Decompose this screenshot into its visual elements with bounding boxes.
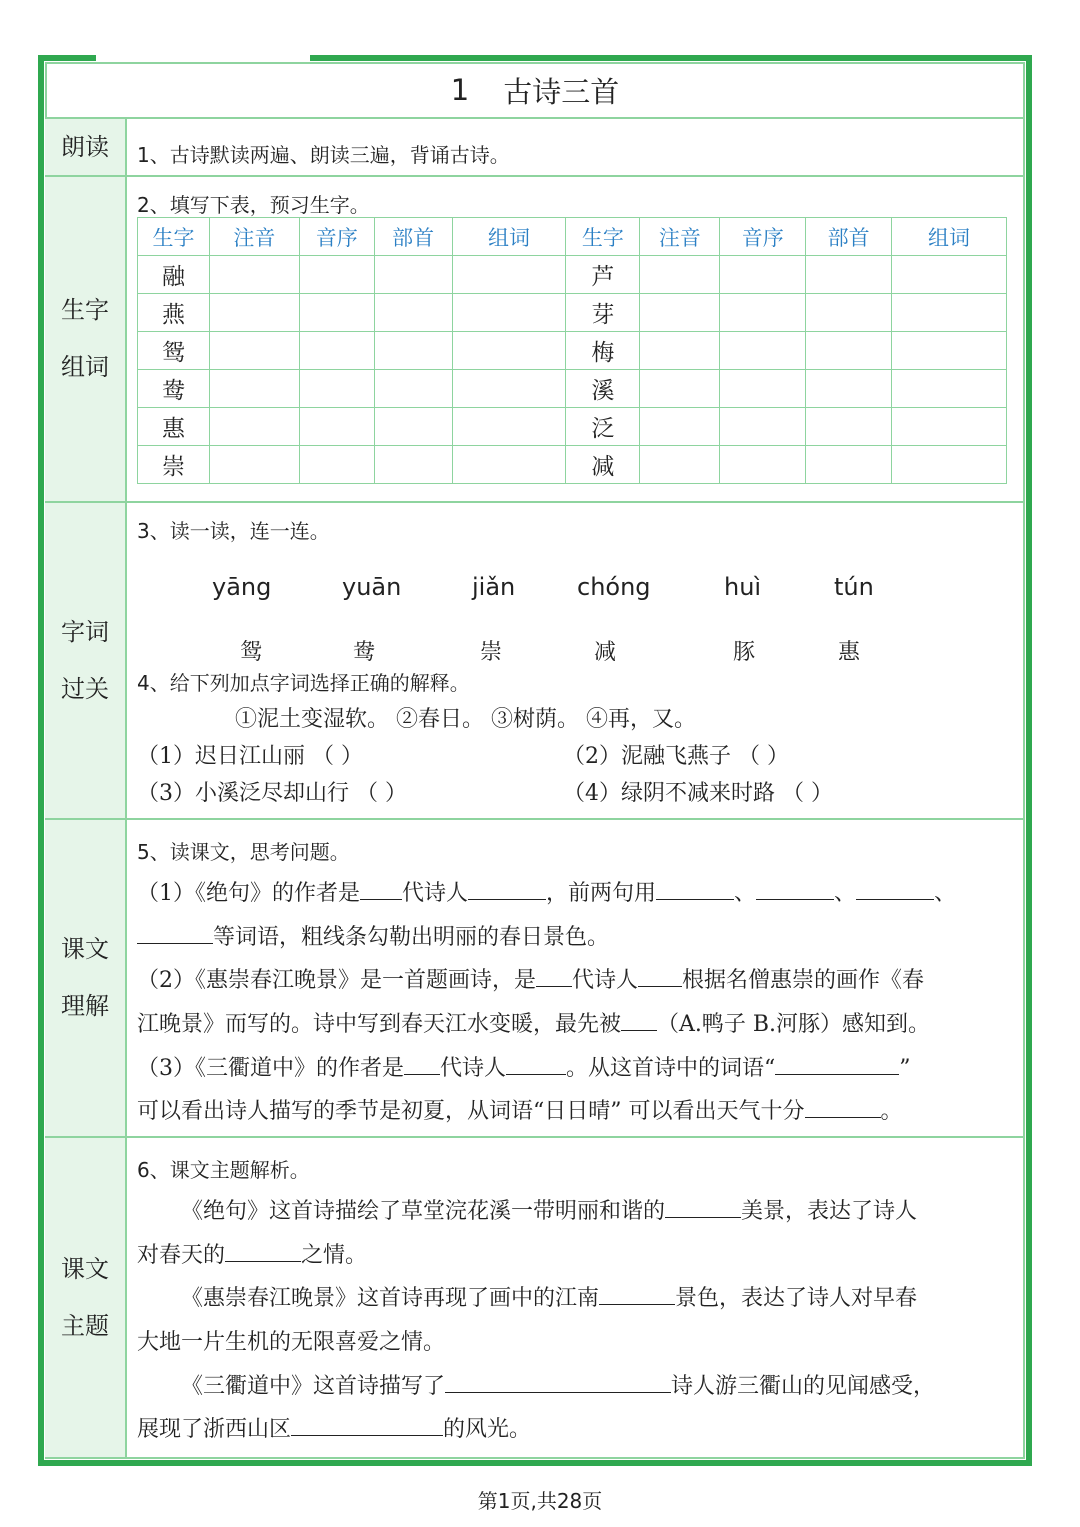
char-cell: 鸳 xyxy=(138,332,210,370)
blank-cell[interactable] xyxy=(720,446,806,484)
blank-cell[interactable] xyxy=(806,370,892,408)
answer-blank[interactable] xyxy=(506,1054,566,1075)
table-row xyxy=(138,408,1007,446)
header-cell: 音序 xyxy=(720,218,806,256)
blank-cell[interactable] xyxy=(452,370,566,408)
text-segment: （3）《三衢道中》的作者是 xyxy=(137,1056,404,1081)
blank-cell[interactable] xyxy=(374,332,452,370)
blank-cell[interactable] xyxy=(806,446,892,484)
blank-cell[interactable] xyxy=(374,370,452,408)
pinyin-item[interactable]: tún xyxy=(834,573,874,601)
char-cell: 芦 xyxy=(566,256,640,294)
text-segment: 的风光。 xyxy=(443,1417,532,1442)
char-item[interactable]: 豚 xyxy=(733,640,756,665)
page-footer: 第1页,共28页 xyxy=(477,1489,603,1513)
header-cell: 音序 xyxy=(299,218,374,256)
char-item[interactable]: 减 xyxy=(594,640,617,665)
blank-cell[interactable] xyxy=(452,446,566,484)
answer-blank[interactable] xyxy=(775,1054,899,1075)
blank-cell[interactable] xyxy=(452,332,566,370)
answer-blank[interactable] xyxy=(137,923,213,944)
blank-cell[interactable] xyxy=(892,408,1007,446)
blank-cell[interactable] xyxy=(892,370,1007,408)
text-segment: 、 xyxy=(934,881,957,906)
q5-line-3 xyxy=(137,963,924,994)
blank-cell[interactable] xyxy=(806,408,892,446)
q5-line-2 xyxy=(137,920,609,951)
header-cell: 组词 xyxy=(892,218,1007,256)
table-row xyxy=(138,256,1007,294)
pinyin-item[interactable]: yāng xyxy=(212,573,272,601)
blank-cell[interactable] xyxy=(209,294,299,332)
blank-cell[interactable] xyxy=(374,294,452,332)
reading-label xyxy=(45,119,127,175)
blank-cell[interactable] xyxy=(640,446,720,484)
blank-cell[interactable] xyxy=(640,332,720,370)
header-cell: 部首 xyxy=(806,218,892,256)
blank-cell[interactable] xyxy=(640,408,720,446)
char-cell: 芽 xyxy=(566,294,640,332)
header-cell: 生字 xyxy=(138,218,210,256)
text-segment: 江晚景》而写的。诗中写到春天江水变暖，最先被 xyxy=(137,1012,622,1037)
theme-line-1 xyxy=(181,1194,917,1225)
question-6: 6、课文主题解析。 xyxy=(137,1158,310,1182)
text-segment: 代诗人 xyxy=(572,968,639,993)
question-3: 3、读一读，连一连。 xyxy=(137,519,330,543)
answer-blank[interactable] xyxy=(360,879,402,900)
text-segment: 代诗人 xyxy=(402,881,469,906)
text-segment: 景色，表达了诗人对早春 xyxy=(675,1286,918,1311)
text-segment: 、 xyxy=(834,881,857,906)
blank-cell[interactable] xyxy=(299,294,374,332)
blank-cell[interactable] xyxy=(806,332,892,370)
blank-cell[interactable] xyxy=(209,332,299,370)
answer-blank[interactable] xyxy=(445,1372,671,1393)
blank-cell[interactable] xyxy=(209,446,299,484)
q5-line-6 xyxy=(137,1094,903,1125)
text-segment: 等词语，粗线条勾勒出明丽的春日景色。 xyxy=(213,925,610,950)
blank-cell[interactable] xyxy=(640,294,720,332)
q5-line-1 xyxy=(137,876,956,907)
char-cell: 泛 xyxy=(566,408,640,446)
comprehension-label xyxy=(45,820,127,1136)
theme-line-5 xyxy=(181,1369,935,1400)
answer-blank[interactable] xyxy=(468,879,546,900)
text-segment: 《三衢道中》这首诗描写了 xyxy=(181,1374,446,1399)
comprehension-label-line2: 理解 xyxy=(61,992,109,1020)
answer-blank[interactable] xyxy=(756,879,834,900)
theme-label-line1: 课文 xyxy=(61,1254,109,1283)
char-item[interactable]: 惠 xyxy=(838,640,861,665)
answer-blank[interactable] xyxy=(291,1415,443,1436)
answer-blank[interactable] xyxy=(638,966,682,987)
words-label-line1: 字词 xyxy=(61,617,109,646)
blank-cell[interactable] xyxy=(806,294,892,332)
text-segment: （1）《绝句》的作者是 xyxy=(137,881,360,906)
blank-cell[interactable] xyxy=(299,256,374,294)
blank-cell[interactable] xyxy=(806,256,892,294)
answer-blank[interactable] xyxy=(225,1241,301,1262)
text-segment: 展现了浙西山区 xyxy=(137,1417,292,1442)
question-4-item-2[interactable]: （2）泥融飞燕子 （ ） xyxy=(563,744,789,769)
answer-blank[interactable] xyxy=(599,1284,675,1305)
question-4-item-3[interactable]: （3）小溪泛尽却山行 （ ） xyxy=(137,781,407,806)
reading-label-text: 朗读 xyxy=(61,132,109,161)
char-cell: 减 xyxy=(566,446,640,484)
answer-blank[interactable] xyxy=(665,1197,741,1218)
page-title xyxy=(45,62,1025,118)
pinyin-item[interactable]: yuān xyxy=(342,573,402,601)
blank-cell[interactable] xyxy=(720,408,806,446)
text-segment: 代诗人 xyxy=(440,1056,507,1081)
blank-cell[interactable] xyxy=(720,294,806,332)
blank-cell[interactable] xyxy=(892,294,1007,332)
comprehension-section xyxy=(45,818,1025,1136)
text-segment: 、 xyxy=(734,881,757,906)
vocab-header-row xyxy=(138,218,1007,256)
blank-cell[interactable] xyxy=(720,332,806,370)
blank-cell[interactable] xyxy=(299,332,374,370)
text-segment: 可以看出诗人描写的季节是初夏，从词语“日日晴” 可以看出天气十分 xyxy=(137,1099,805,1124)
vocab-label xyxy=(45,177,127,501)
blank-cell[interactable] xyxy=(720,370,806,408)
words-label xyxy=(45,503,127,818)
blank-cell[interactable] xyxy=(209,370,299,408)
char-item[interactable]: 鸳 xyxy=(240,640,263,665)
text-segment: ，前两句用 xyxy=(546,881,657,906)
blank-cell[interactable] xyxy=(299,370,374,408)
blank-cell[interactable] xyxy=(299,408,374,446)
pinyin-item[interactable]: huì xyxy=(724,573,762,601)
table-row xyxy=(138,370,1007,408)
text-segment: 。 xyxy=(880,1099,903,1124)
q5-line-4 xyxy=(137,1007,930,1038)
char-item[interactable]: 鸯 xyxy=(353,640,376,665)
blank-cell[interactable] xyxy=(892,332,1007,370)
text-segment: 之情。 xyxy=(301,1243,368,1268)
answer-blank[interactable] xyxy=(536,966,572,987)
blank-cell[interactable] xyxy=(640,370,720,408)
theme-line-6 xyxy=(137,1412,531,1443)
blank-cell[interactable] xyxy=(640,256,720,294)
blank-cell[interactable] xyxy=(452,408,566,446)
pinyin-item[interactable]: chóng xyxy=(577,573,651,601)
blank-cell[interactable] xyxy=(452,256,566,294)
question-4-item-1[interactable]: （1）迟日江山丽 （ ） xyxy=(137,744,363,769)
blank-cell[interactable] xyxy=(892,446,1007,484)
theme-label-line2: 主题 xyxy=(61,1311,109,1340)
text-segment: （2）《惠崇春江晚景》是一首题画诗，是 xyxy=(137,968,536,993)
comprehension-label-line1: 课文 xyxy=(61,935,109,963)
blank-cell[interactable] xyxy=(452,294,566,332)
text-segment: 。从这首诗中的词语“ xyxy=(566,1056,776,1081)
answer-blank[interactable] xyxy=(404,1054,440,1075)
question-4: 4、给下列加点字词选择正确的解释。 xyxy=(137,671,470,695)
char-cell: 惠 xyxy=(138,408,210,446)
question-2: 2、填写下表，预习生字。 xyxy=(137,193,370,217)
blank-cell[interactable] xyxy=(209,408,299,446)
question-4-item-4[interactable]: （4）绿阴不减来时路 （ ） xyxy=(563,781,833,806)
pinyin-item[interactable]: jiǎn xyxy=(472,573,516,601)
answer-blank[interactable] xyxy=(621,1010,657,1031)
vocab-label-line1: 生字 xyxy=(61,296,109,324)
char-cell: 梅 xyxy=(566,332,640,370)
theme-section xyxy=(45,1136,1025,1457)
blank-cell[interactable] xyxy=(374,446,452,484)
char-cell: 鸯 xyxy=(138,370,210,408)
blank-cell[interactable] xyxy=(209,256,299,294)
table-row xyxy=(138,332,1007,370)
question-5: 5、读课文，思考问题。 xyxy=(137,840,350,864)
words-label-line2: 过关 xyxy=(61,674,109,703)
char-cell: 溪 xyxy=(566,370,640,408)
reading-section xyxy=(45,117,1025,175)
header-cell: 注音 xyxy=(640,218,720,256)
text-segment: （A.鸭子 B.河豚）感知到。 xyxy=(657,1012,931,1037)
text-segment: 《惠崇春江晚景》这首诗再现了画中的江南 xyxy=(181,1286,600,1311)
text-segment: 美景，表达了诗人 xyxy=(741,1199,918,1224)
text-segment: 根据名僧惠崇的画作《春 xyxy=(682,968,925,993)
char-cell: 融 xyxy=(138,256,210,294)
theme-line-3 xyxy=(181,1281,917,1312)
answer-blank[interactable] xyxy=(805,1097,881,1118)
blank-cell[interactable] xyxy=(299,446,374,484)
text-segment: 对春天的 xyxy=(137,1243,226,1268)
lesson-number: 1 xyxy=(450,73,470,107)
char-item[interactable]: 崇 xyxy=(480,640,503,665)
question-1: 1、古诗默读两遍、朗读三遍，背诵古诗。 xyxy=(137,143,510,167)
answer-blank[interactable] xyxy=(656,879,734,900)
q5-line-5 xyxy=(137,1051,911,1082)
header-cell: 注音 xyxy=(209,218,299,256)
words-section xyxy=(45,501,1025,818)
blank-cell[interactable] xyxy=(720,256,806,294)
text-segment: ” xyxy=(899,1056,911,1081)
blank-cell[interactable] xyxy=(374,408,452,446)
text-segment: 《绝句》这首诗描绘了草堂浣花溪一带明丽和谐的 xyxy=(181,1199,666,1224)
vocab-section xyxy=(45,175,1025,501)
vocab-label-line2: 组词 xyxy=(61,353,109,381)
theme-line-4: 大地一片生机的无限喜爱之情。 xyxy=(137,1330,446,1355)
answer-blank[interactable] xyxy=(856,879,934,900)
text-segment: 诗人游三衢山的见闻感受， xyxy=(671,1374,936,1399)
theme-line-2 xyxy=(137,1238,367,1269)
table-row xyxy=(138,294,1007,332)
header-cell: 生字 xyxy=(566,218,640,256)
theme-label xyxy=(45,1138,127,1457)
header-cell: 部首 xyxy=(374,218,452,256)
vocab-table xyxy=(137,217,1007,484)
header-cell: 组词 xyxy=(452,218,566,256)
char-cell: 燕 xyxy=(138,294,210,332)
table-row xyxy=(138,446,1007,484)
char-cell: 崇 xyxy=(138,446,210,484)
lesson-title: 古诗三首 xyxy=(503,74,620,109)
explanation-options: ①泥土变湿软。 ②春日。 ③树荫。 ④再，又。 xyxy=(235,707,696,732)
blank-cell[interactable] xyxy=(374,256,452,294)
blank-cell[interactable] xyxy=(892,256,1007,294)
